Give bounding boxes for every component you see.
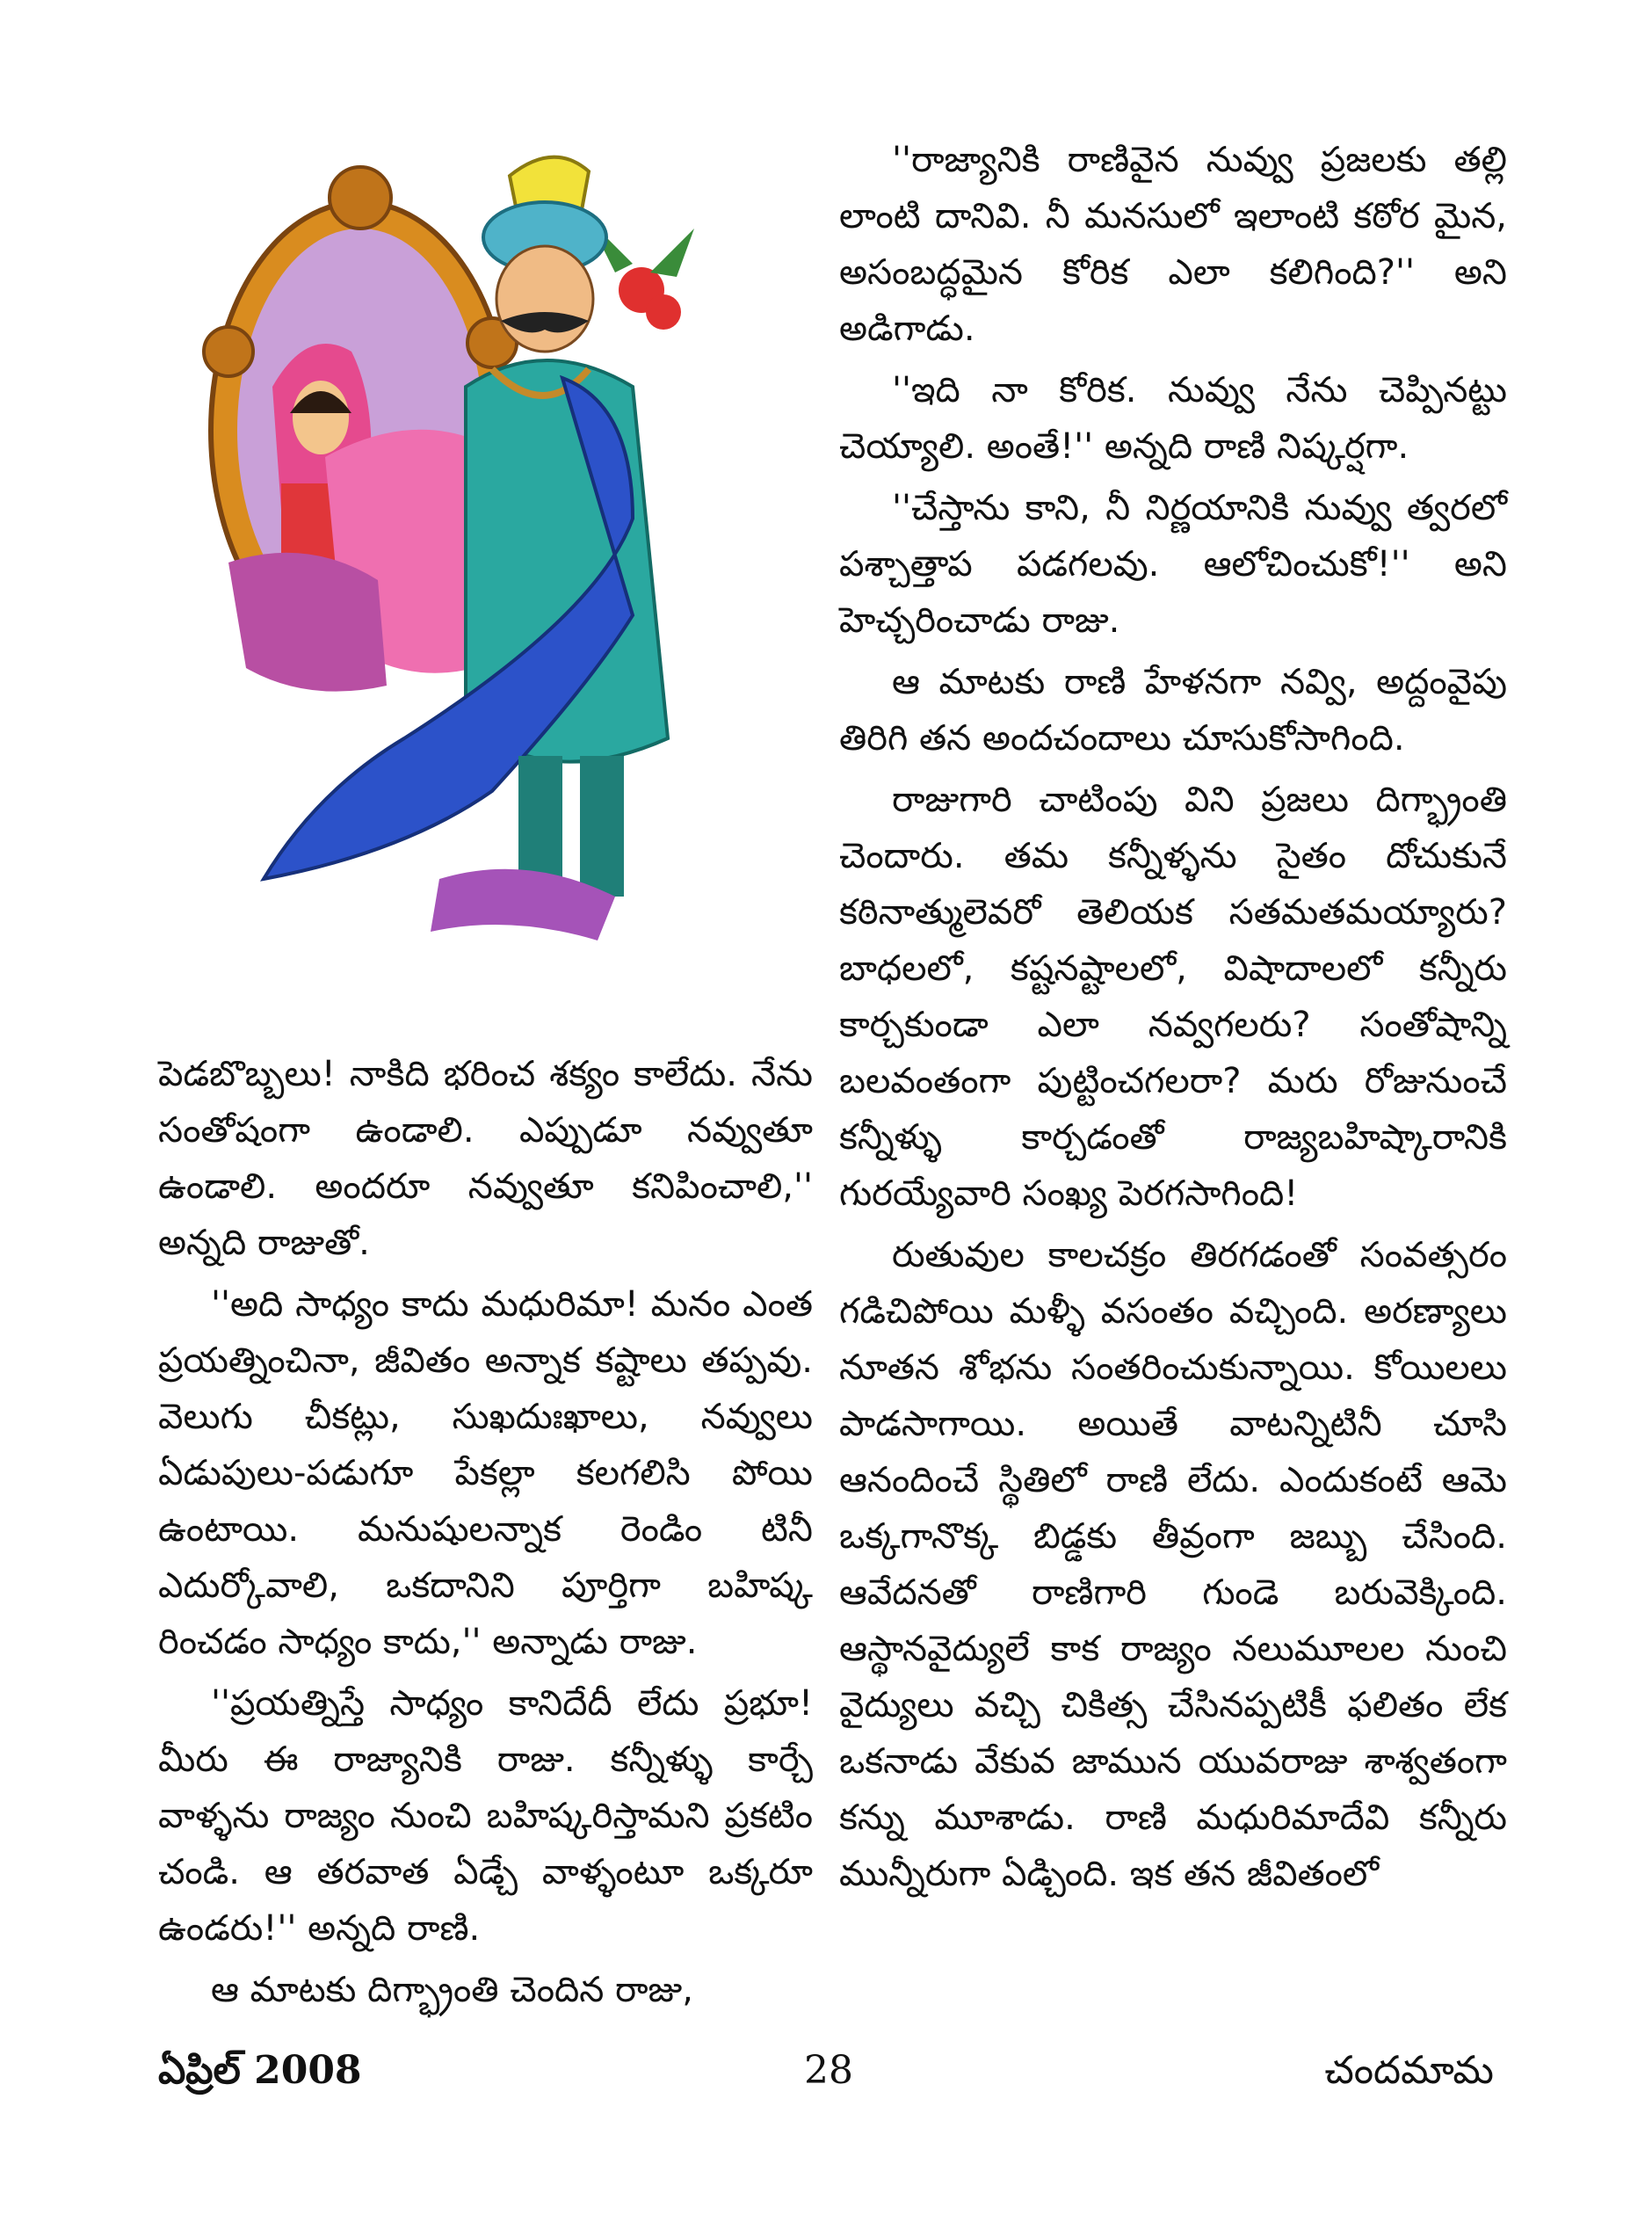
right-text-column [839, 132, 1507, 1907]
paragraph: రుతువుల కాలచక్రం తిరగడంతో సంవత్సరం గడిచిపోయి మళ్ళీ వసంతం వచ్చింది. అరణ్యాలు నూతన శోభను సంతరించుకున్నాయి. కోయిలలు పాడసాగాయి. అయితే వాటన్నిటినీ చూసి ఆనందించే స్థితిలో రాణి లేదు. ఎందుకంటే ఆమె ఒక్కగానొక్క బిడ్డకు తీవ్రంగా జబ్బు చేసింది. ఆవేదనతో రాణిగారి గుండె బరువెక్కింది. ఆస్థానవైద్యులే కాక రాజ్యం నలుమూలల నుంచి వైద్యులు వచ్చి చికిత్స చేసినప్పటికీ ఫలితం లేక ఒకనాడు వేకువ జామున యువరాజు శాశ్వతంగా కన్ను మూశాడు. రాణి మధురిమాదేవి కన్నీరు మున్నీరుగా ఏడ్చింది. ఇక తన జీవితంలో [839, 1235, 1507, 1894]
paragraph: ఆ మాటకు దిగ్భ్రాంతి చెందిన రాజు, [211, 1970, 693, 2010]
paragraph: పెడబొబ్బలు! నాకిది భరించ శక్యం కాలేదు. నేను సంతోషంగా ఉండాలి. ఎప్పుడూ నవ్వుతూ ఉండాలి. అందరూ నవ్వుతూ కనిపించాలి,'' అన్నది రాజుతో. [158, 1054, 813, 1263]
paragraph: ''ప్రయత్నిస్తే సాధ్యం కానిదేదీ లేదు ప్రభూ! మీరు ఈ రాజ్యానికి రాజు. కన్నీళ్ళు కార్చే వాళ్ళను రాజ్యం నుంచి బహిష్కరిస్తామని ప్రకటిం చండి. ఆ తరవాత ఏడ్చే వాళ్ళంటూ ఒక్కరూ ఉండరు!'' అన్నది రాణి. [158, 1683, 813, 1949]
paragraph: రాజుగారి చాటింపు విని ప్రజలు దిగ్భ్రాంతి చెందారు. తమ కన్నీళ్ళను సైతం దోచుకునే కఠినాత్ములెవరో తెలియక సతమతమయ్యారు? బాధలలో, కష్టనష్టాలలో, విషాదాలలో కన్నీరు కార్చకుండా ఎలా నవ్వగలరు? సంతోషాన్ని బలవంతంగా పుట్టించగలరా? మరు రోజునుంచే కన్నీళ్ళు కార్చడంతో రాజ్యబహిష్కారానికి గురయ్యేవారి సంఖ్య పెరగసాగింది! [839, 780, 1507, 1214]
paragraph: ''చేస్తాను కాని, నీ నిర్ణయానికి నువ్వు త్వరలో పశ్చాత్తాప పడగలవు. ఆలోచించుకో!'' అని హెచ్చరించాడు రాజు. [839, 488, 1507, 641]
paragraph: ''ఇది నా కోరిక. నువ్వు నేను చెప్పినట్టు చెయ్యాలి. అంతే!'' అన్నది రాణి నిష్కర్షగా. [839, 370, 1507, 467]
footer-issue-date: ఏప్రిల్ 2008 [158, 2048, 362, 2093]
paragraph: ''అది సాధ్యం కాదు మధురిమా! మనం ఎంత ప్రయత్నించినా, జీవితం అన్నాక కష్టాలు తప్పవు. వెలుగు చీకట్లు, సుఖదుఃఖాలు, నవ్వులు ఏడుపులు-పడుగూ పేకల్లా కలగలిసి పోయి ఉంటాయి. మనుషులన్నాక రెండిం టినీ ఎదుర్కోవాలి, ఒకదానిని పూర్తిగా బహిష్క రించడం సాధ్యం కాదు,'' అన్నాడు రాజు. [158, 1284, 813, 1662]
paragraph: ''రాజ్యానికి రాణివైన నువ్వు ప్రజలకు తల్లి లాంటి దానివి. నీ మనసులో ఇలాంటి కఠోర మైన, అసంబద్ధమైన కోరిక ఎలా కలిగింది?'' అని అడిగాడు. [839, 140, 1507, 349]
illustration-king-queen [176, 123, 808, 1028]
page-number: 28 [804, 2048, 853, 2093]
magazine-name: చందమామ [1324, 2048, 1494, 2093]
paragraph: ఆ మాటకు రాణి హేళనగా నవ్వి, అద్దంవైపు తిరిగి తన అందచందాలు చూసుకోసాగింది. [839, 662, 1507, 759]
left-text-column [158, 1046, 813, 2023]
